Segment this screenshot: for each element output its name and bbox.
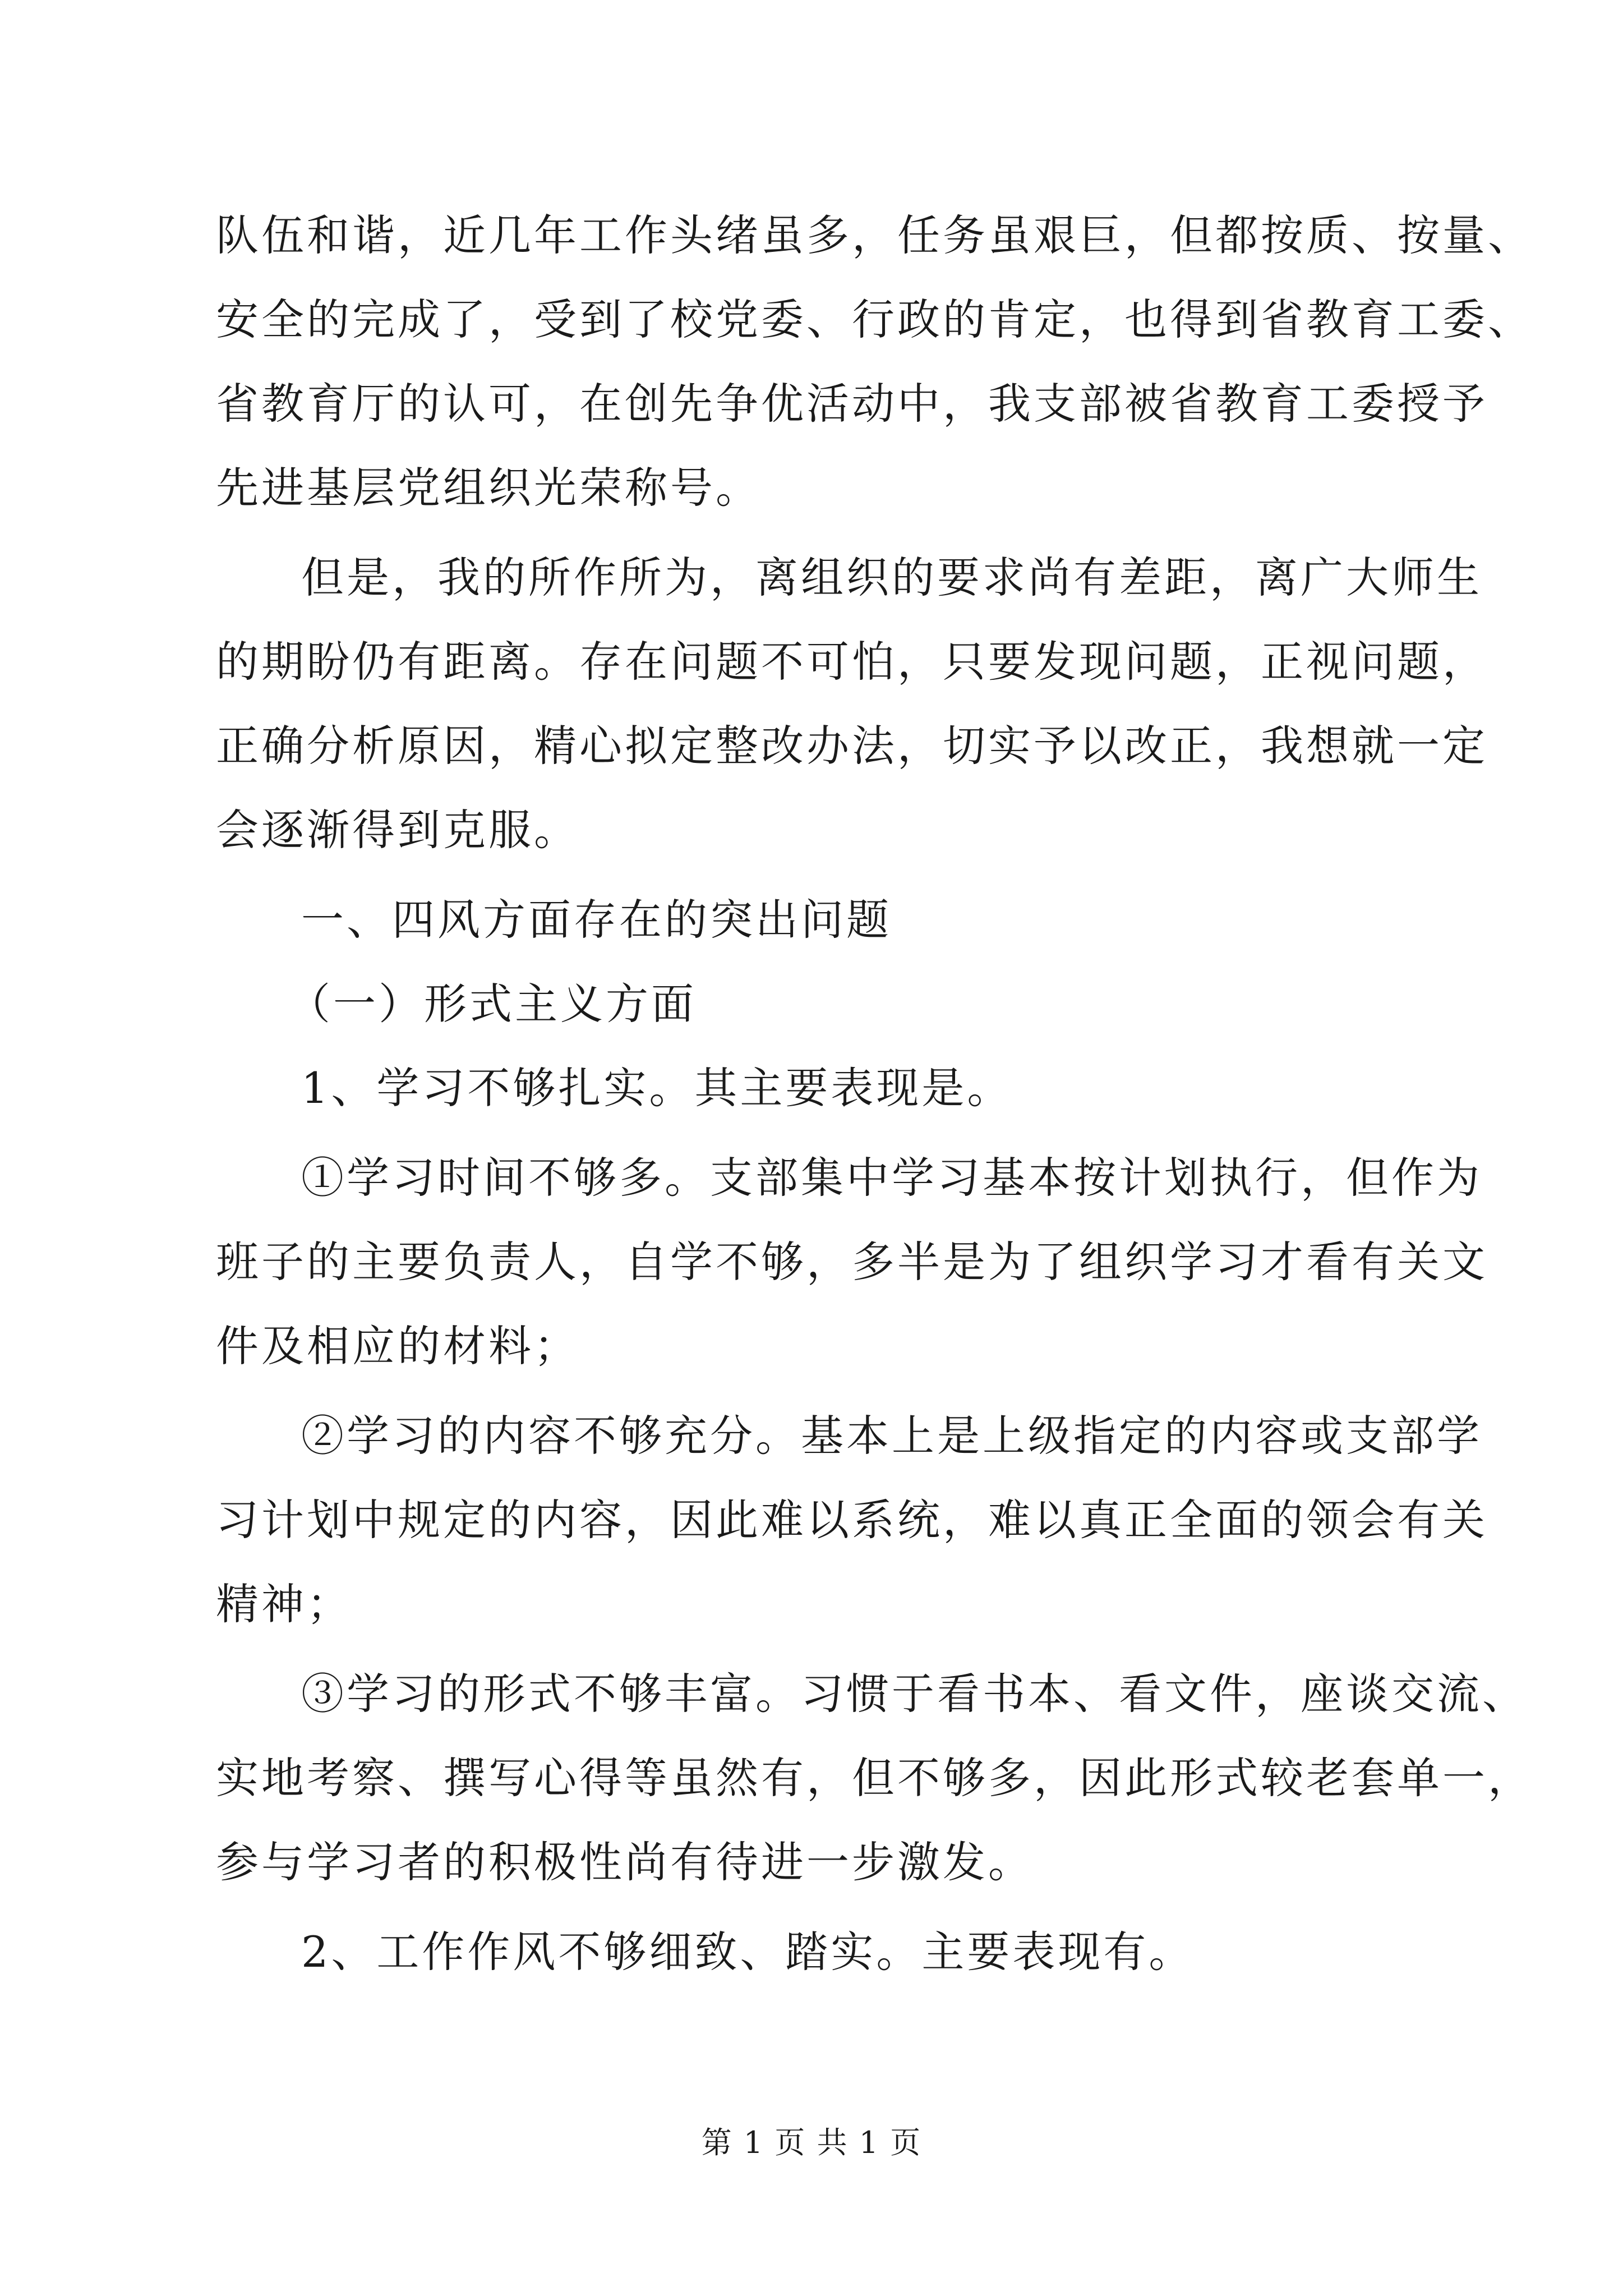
paragraph-line: 省教育厅的认可，在创先争优活动中，我支部被省教育工委授予 [216,379,1488,429]
section-heading: 一、四风方面存在的突出问题 [301,895,892,945]
paragraph-line: 件及相应的材料； [216,1321,579,1371]
subsection-heading: （一）形式主义方面 [288,979,697,1029]
document-body [216,194,1533,1994]
paragraph-line: ①学习时间不够多。支部集中学习基本按计划执行，但作为 [301,1153,1482,1203]
paragraph-line: ②学习的内容不够充分。基本上是上级指定的内容或支部学 [301,1411,1482,1461]
list-item-heading: 2、工作作风不够细致、踏实。主要表现有。 [301,1927,1195,1977]
page-number-footer: 第 1 页 共 1 页 [701,2125,922,2160]
paragraph-line: 队伍和谐，近几年工作头绪虽多，任务虽艰巨，但都按质、按量、 [216,210,1533,260]
paragraph-line: 习计划中规定的内容，因此难以系统，难以真正全面的领会有关 [216,1495,1488,1545]
paragraph-line: 参与学习者的积极性尚有待进一步激发。 [216,1837,1034,1887]
paragraph-line: 安全的完成了，受到了校党委、行政的肯定，也得到省教育工委、 [216,295,1533,344]
paragraph-line: 精神； [216,1579,352,1629]
paragraph-line: 实地考察、撰写心得等虽然有，但不够多，因此形式较老套单一， [216,1753,1533,1803]
paragraph-line: 但是，我的所作所为，离组织的要求尚有差距，离广大师生 [301,553,1482,602]
paragraph-line: 的期盼仍有距离。存在问题不可怕，只要发现问题，正视问题， [216,637,1488,687]
paragraph-line: 先进基层党组织光荣称号。 [216,463,761,513]
paragraph-line: 会逐渐得到克服。 [216,805,579,855]
list-item-heading: 1、学习不够扎实。其主要表现是。 [301,1063,1013,1113]
paragraph-line: 正确分析原因，精心拟定整改办法，切实予以改正，我想就一定 [216,721,1488,771]
paragraph-line: ③学习的形式不够丰富。习惯于看书本、看文件，座谈交流、 [301,1669,1528,1719]
paragraph-line: 班子的主要负责人，自学不够，多半是为了组织学习才看有关文 [216,1237,1488,1287]
